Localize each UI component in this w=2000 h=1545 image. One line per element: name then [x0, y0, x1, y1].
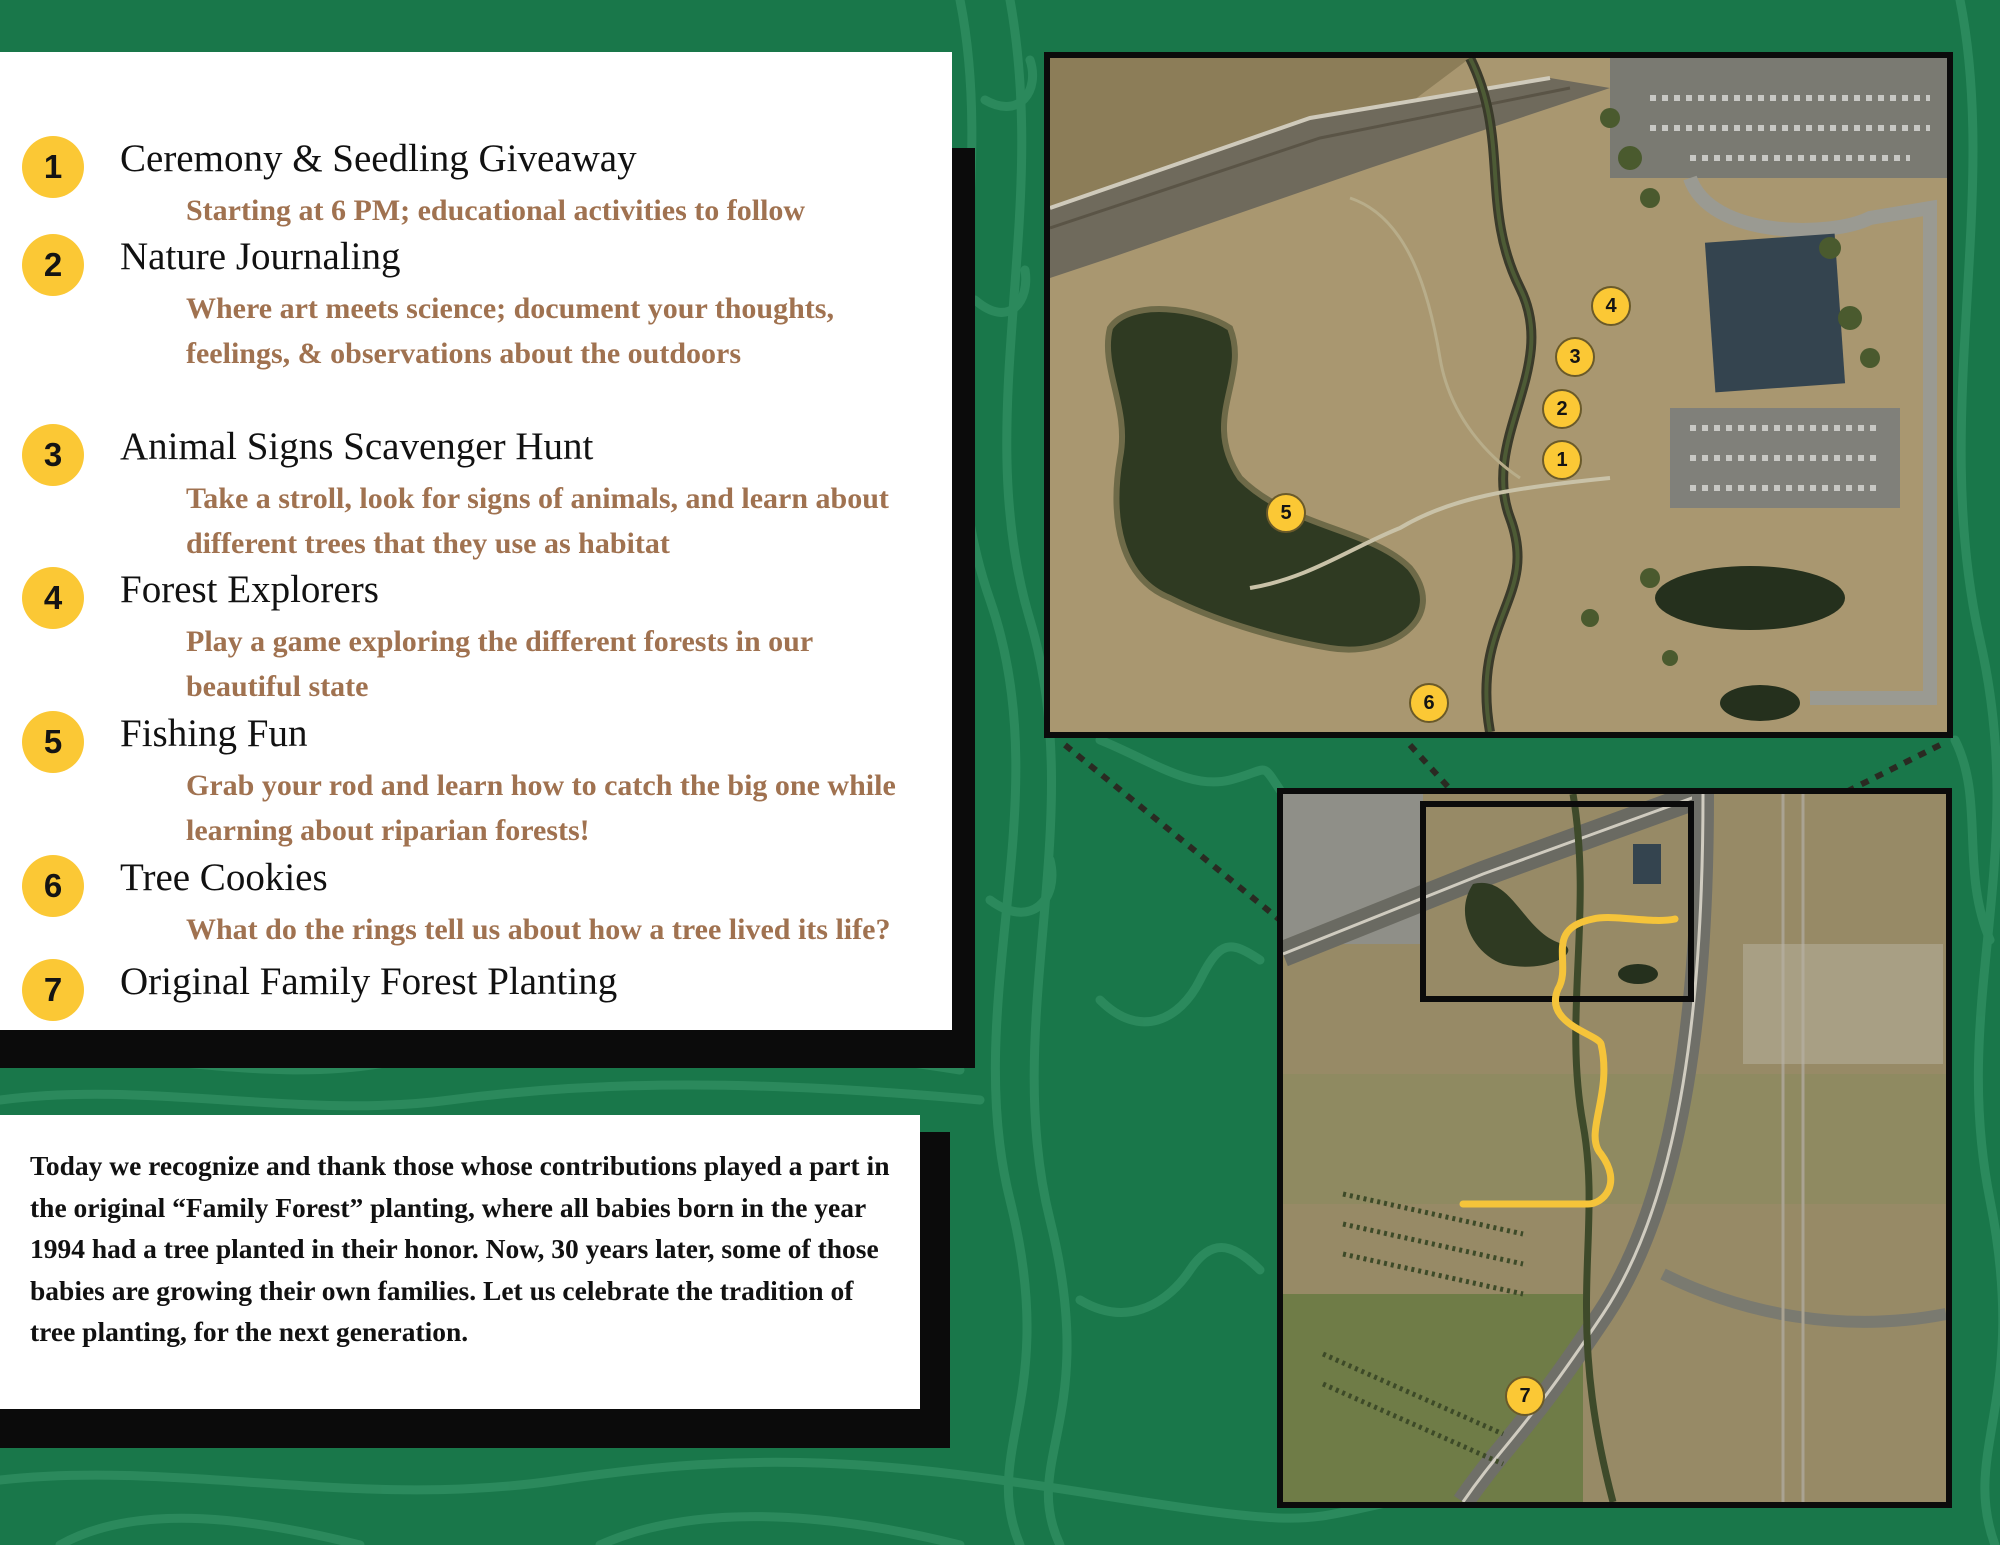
event-title: Forest Explorers	[120, 568, 379, 611]
event-description: What do the rings tell us about how a tree lived its life?	[186, 913, 891, 946]
event-title: Ceremony & Seedling Giveaway	[120, 137, 637, 180]
map-pin-3: 3	[1555, 337, 1595, 377]
event-description: Play a game exploring the different forests in our beautiful state	[186, 625, 813, 703]
event-number-badge: 6	[22, 855, 84, 917]
event-title: Animal Signs Scavenger Hunt	[120, 425, 594, 468]
map-pin-1: 1	[1542, 440, 1582, 480]
map-pin-7: 7	[1505, 1376, 1545, 1416]
aerial-map-overview-image	[1283, 794, 1946, 1502]
aerial-map-overview	[1277, 788, 1952, 1508]
map-pin-2: 2	[1542, 389, 1582, 429]
event-number-badge: 1	[22, 136, 84, 198]
story-card	[0, 1115, 920, 1409]
event-title: Nature Journaling	[120, 235, 401, 278]
events-card	[0, 52, 952, 1030]
event-number-badge: 2	[22, 234, 84, 296]
aerial-map-zoomed-image	[1050, 58, 1947, 732]
map-pin-6: 6	[1409, 683, 1449, 723]
event-title: Original Family Forest Planting	[120, 960, 618, 1003]
event-description: Where art meets science; document your thoughts, feelings, & observations about the outdoors	[186, 292, 834, 370]
event-number-badge: 7	[22, 959, 84, 1021]
event-number-badge: 5	[22, 711, 84, 773]
event-number-badge: 3	[22, 424, 84, 486]
event-description: Starting at 6 PM; educational activities to follow	[186, 194, 806, 227]
story-text: Today we recognize and thank those whose contributions played a part in the original “Family Forest” planting, where all babies born in the year 1994 had a tree planted in their honor. Now, 30 years later, some of those babies are growing their own families. Let us celebrate the tradition of tree planting, for the next generation.	[30, 1150, 890, 1347]
event-title: Fishing Fun	[120, 712, 308, 755]
map-pin-5: 5	[1266, 493, 1306, 533]
map-pin-4: 4	[1591, 286, 1631, 326]
event-title: Tree Cookies	[120, 856, 328, 899]
event-description: Grab your rod and learn how to catch the big one while learning about riparian forests!	[186, 769, 896, 847]
event-description: Take a stroll, look for signs of animals, and learn about different trees that they use as habitat	[186, 482, 889, 560]
aerial-map-zoomed	[1044, 52, 1953, 738]
event-number-badge: 4	[22, 567, 84, 629]
